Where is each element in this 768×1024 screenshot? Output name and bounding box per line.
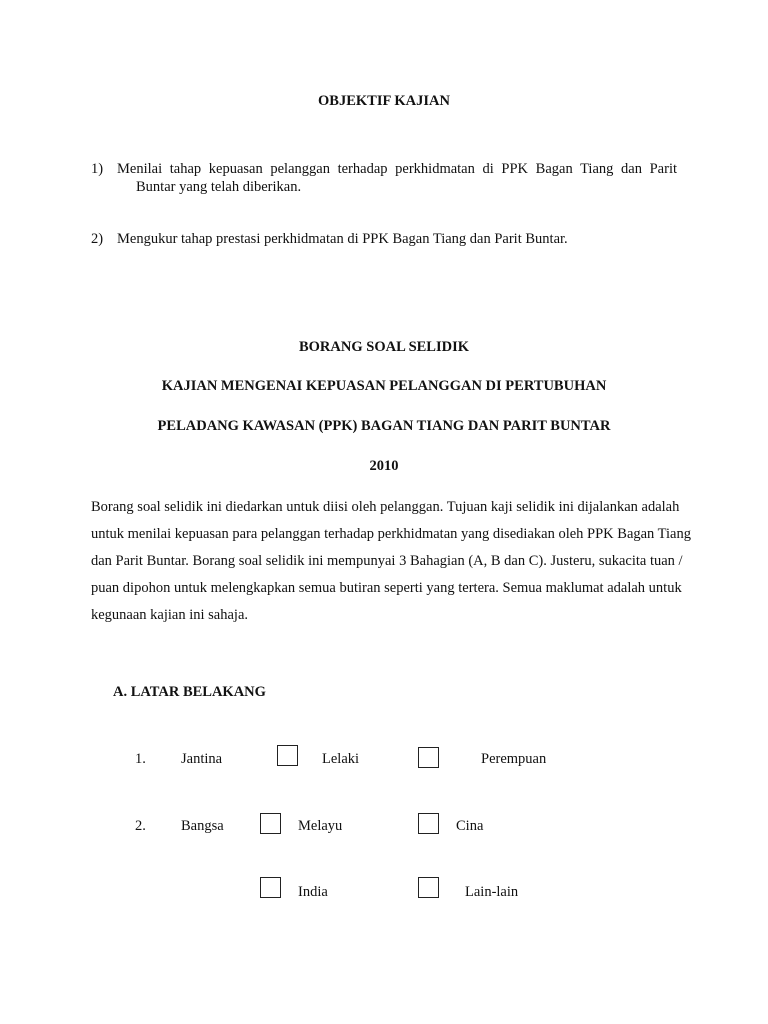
option-melayu-label: Melayu [298, 818, 343, 834]
intro-line-3: dan Parit Buntar. Borang soal selidik ini mempunyai 3 Bahagian (A, B dan C). Justeru, sukacita tuan / [91, 553, 683, 569]
intro-paragraph [91, 494, 721, 629]
section-a-title: A. LATAR BELAKANG [113, 684, 266, 700]
option-cina-label: Cina [456, 818, 484, 834]
checkbox-melayu[interactable] [260, 813, 281, 834]
q2-number: 2. [135, 818, 146, 834]
checkbox-lelaki[interactable] [277, 745, 298, 766]
objektif-title: OBJEKTIF KAJIAN [318, 93, 450, 109]
checkbox-cina[interactable] [418, 813, 439, 834]
option-lain-lain-label: Lain-lain [465, 884, 519, 900]
q1-number: 1. [135, 751, 146, 767]
checkbox-perempuan[interactable] [418, 747, 439, 768]
objective-1-line-2: Buntar yang telah diberikan. [136, 179, 302, 195]
option-lelaki-label: Lelaki [322, 751, 360, 767]
option-perempuan-label: Perempuan [481, 751, 547, 767]
objective-1-number: 1) [91, 161, 104, 177]
q1-label: Jantina [181, 751, 223, 767]
objective-1-line-1: Menilai tahap kepuasan pelanggan terhadap perkhidmatan di PPK Bagan Tiang dan Parit [117, 161, 677, 177]
objective-2-line-1: Mengukur tahap prestasi perkhidmatan di PPK Bagan Tiang dan Parit Buntar. [117, 231, 568, 247]
intro-line-4: puan dipohon untuk melengkapkan semua butiran seperti yang tertera. Semua maklumat adalah untuk [91, 580, 682, 596]
kajian-heading-line-1: KAJIAN MENGENAI KEPUASAN PELANGGAN DI PERTUBUHAN [161, 378, 607, 394]
kajian-heading-line-2: PELADANG KAWASAN (PPK) BAGAN TIANG DAN PARIT BUNTAR [157, 418, 611, 434]
option-india-label: India [298, 884, 328, 900]
checkbox-india[interactable] [260, 877, 281, 898]
checkbox-lain-lain[interactable] [418, 877, 439, 898]
q2-label: Bangsa [181, 818, 224, 834]
intro-line-5: kegunaan kajian ini sahaja. [91, 607, 249, 623]
objective-2-number: 2) [91, 231, 104, 247]
year-heading: 2010 [369, 458, 399, 474]
intro-line-2: untuk menilai kepuasan para pelanggan terhadap perkhidmatan yang disediakan oleh PPK Bagan Tiang [91, 526, 691, 542]
intro-line-1: Borang soal selidik ini diedarkan untuk diisi oleh pelanggan. Tujuan kaji selidik ini dijalankan adalah [91, 499, 680, 515]
borang-heading: BORANG SOAL SELIDIK [298, 339, 470, 355]
